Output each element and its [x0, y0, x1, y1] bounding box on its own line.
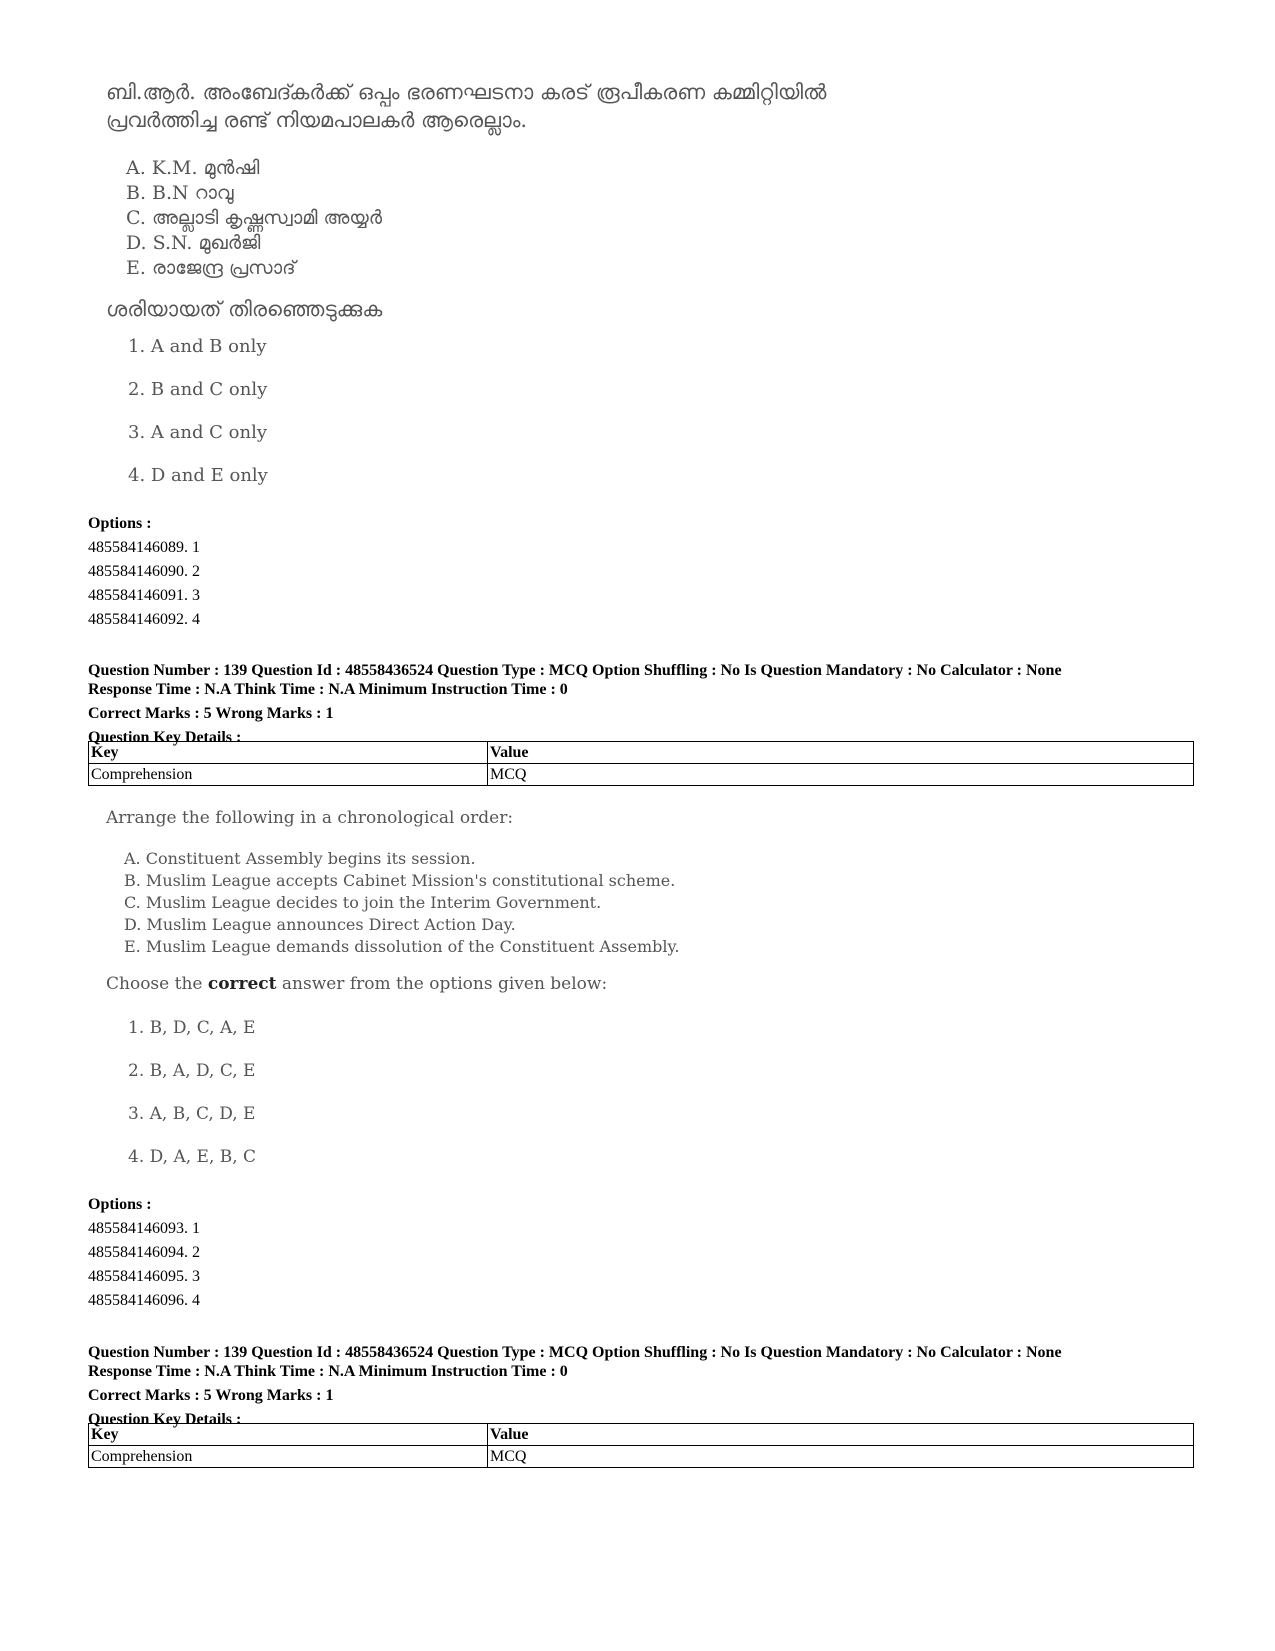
table-header-row [89, 1424, 1194, 1446]
question-1-item-b: B. B.N റാവു [126, 182, 234, 204]
question-2-instruction [106, 972, 1006, 996]
table-row [89, 1446, 1194, 1468]
options-block-1 [88, 512, 200, 632]
question-2-item-c: C. Muslim League decides to join the Interim Government. [124, 893, 602, 912]
question-1-stem-line-2: പ്രവർത്തിച്ച രണ്ട് നിയമപാലകർ ആരെല്ലാം. [106, 108, 528, 132]
question-1-image [106, 78, 1006, 498]
header-value: Value [488, 1424, 1194, 1446]
key-cell: Comprehension [89, 1446, 488, 1468]
question-2-answer-1: 1. B, D, C, A, E [128, 1018, 256, 1038]
key-cell: Comprehension [89, 764, 488, 786]
timing-info-line: Response Time : N.A Think Time : N.A Minimum Instruction Time : 0 [88, 681, 568, 698]
marks-line: Correct Marks : 5 Wrong Marks : 1 [88, 1387, 334, 1404]
question-1-stem-line-1: ബി.ആർ. അംബേദ്കർക്ക് ഒപ്പം ഭരണഘടനാ കരട് രൂപീകരണ കമ്മിറ്റിയിൽ [106, 80, 827, 104]
question-1-item-c: C. അല്ലാടി കൃഷ്ണസ്വാമി അയ്യർ [126, 207, 383, 229]
value-cell: MCQ [488, 764, 1194, 786]
option-id: 485584146092. 4 [88, 611, 200, 628]
table-row [89, 764, 1194, 786]
question-1-item-d: D. S.N. മുഖർജി [126, 232, 261, 254]
instruction-text: answer from the options given below: [276, 974, 608, 994]
option-id: 485584146095. 3 [88, 1268, 200, 1285]
question-metadata-2 [88, 1343, 1198, 1429]
question-2-item-d: D. Muslim League announces Direct Action Day. [124, 915, 516, 934]
question-1-answer-3: 3. A and C only [128, 422, 268, 443]
question-1-instruction: ശരിയായത് തിരഞ്ഞെടുക്കുക [106, 297, 383, 321]
value-cell: MCQ [488, 1446, 1194, 1468]
options-label: Options : [88, 515, 152, 532]
question-2-item-b: B. Muslim League accepts Cabinet Mission's constitutional scheme. [124, 871, 676, 890]
header-key: Key [89, 742, 488, 764]
marks-line: Correct Marks : 5 Wrong Marks : 1 [88, 705, 334, 722]
question-1-answer-2: 2. B and C only [128, 379, 268, 400]
key-details-table-1 [88, 741, 1194, 786]
question-2-answer-2: 2. B, A, D, C, E [128, 1061, 256, 1081]
question-2-item-e: E. Muslim League demands dissolution of the Constituent Assembly. [124, 937, 680, 956]
question-2-item-a: A. Constituent Assembly begins its session. [124, 849, 476, 868]
question-1-item-e: E. രാജേന്ദ്ര പ്രസാദ് [126, 257, 296, 279]
key-details-heading: Question Key Details : [88, 729, 242, 746]
option-id: 485584146089. 1 [88, 539, 200, 556]
instruction-text: Choose the [106, 974, 208, 994]
instruction-emphasis: correct [207, 974, 277, 994]
option-id: 485584146091. 3 [88, 587, 200, 604]
option-id: 485584146090. 2 [88, 563, 200, 580]
key-details-table-2 [88, 1423, 1194, 1468]
question-1-item-a: A. K.M. മുൻഷി [126, 157, 260, 179]
option-id: 485584146096. 4 [88, 1292, 200, 1309]
timing-info-line: Response Time : N.A Think Time : N.A Minimum Instruction Time : 0 [88, 1363, 568, 1380]
question-info-line: Question Number : 139 Question Id : 48558436524 Question Type : MCQ Option Shuffling : No Is Question Mandatory : No Calculator : None [88, 1344, 1062, 1361]
question-2-image [106, 806, 1006, 1186]
question-1-answer-4: 4. D and E only [128, 465, 268, 486]
option-id: 485584146093. 1 [88, 1220, 200, 1237]
option-id: 485584146094. 2 [88, 1244, 200, 1261]
options-block-2 [88, 1193, 200, 1313]
key-details-heading: Question Key Details : [88, 1411, 242, 1428]
question-metadata-1 [88, 661, 1198, 747]
question-2-answer-3: 3. A, B, C, D, E [128, 1104, 256, 1124]
options-label: Options : [88, 1196, 152, 1213]
question-2-stem: Arrange the following in a chronological order: [106, 808, 514, 828]
header-key: Key [89, 1424, 488, 1446]
header-value: Value [488, 742, 1194, 764]
table-header-row [89, 742, 1194, 764]
question-2-answer-4: 4. D, A, E, B, C [128, 1147, 257, 1167]
question-info-line: Question Number : 139 Question Id : 48558436524 Question Type : MCQ Option Shuffling : No Is Question Mandatory : No Calculator : None [88, 662, 1062, 679]
question-1-answer-1: 1. A and B only [128, 336, 267, 357]
